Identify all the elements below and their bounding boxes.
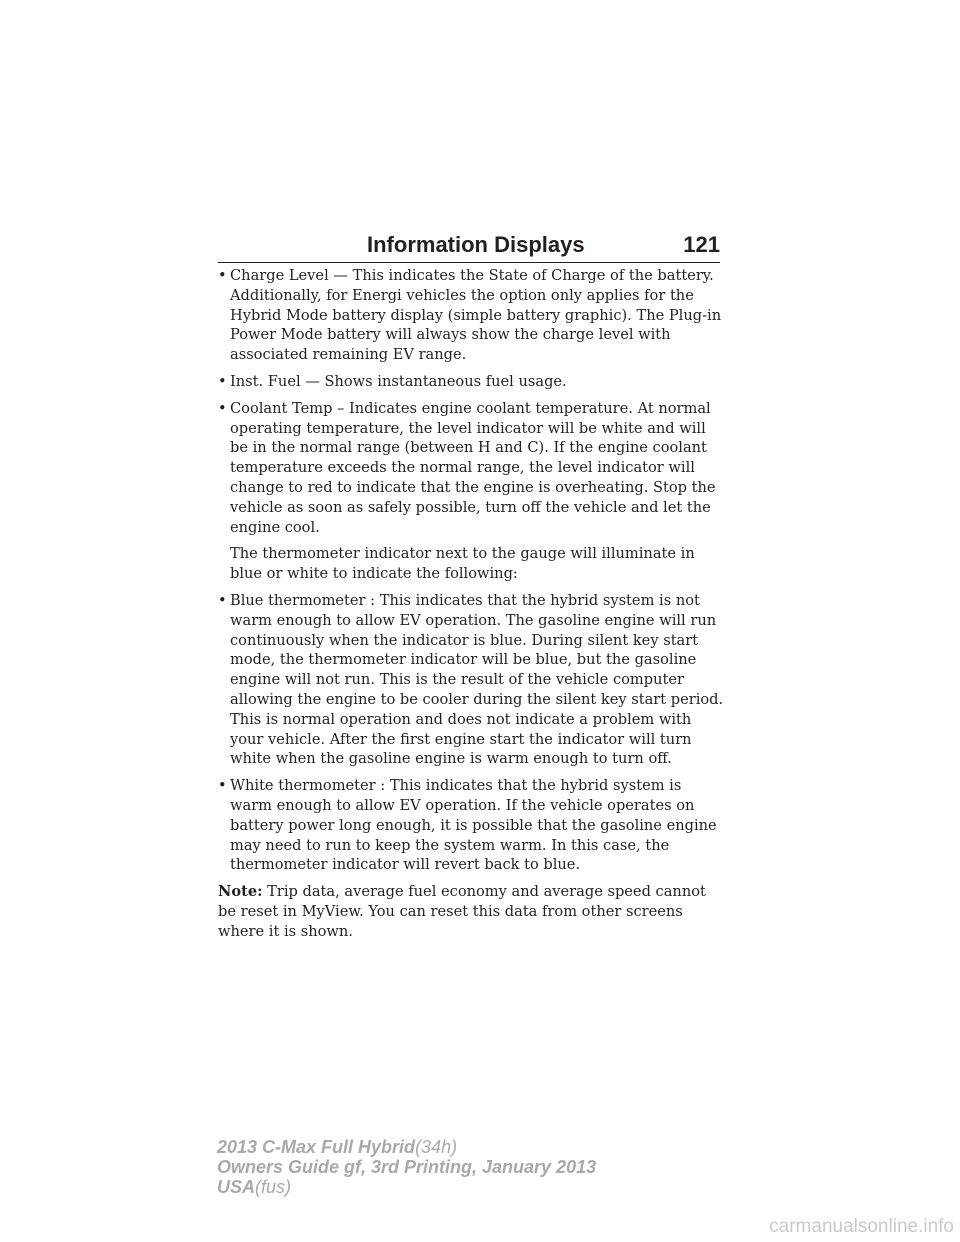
bullet-icon: • (218, 267, 227, 284)
bullet-text: Coolant Temp – Indicates engine coolant temperature. At normal operating temperature, the level indicator will be white and will be in the normal range (between H and C). If the engine coolant temperature exceeds the normal range, the level indicator will change to red to indicate that the engine is overheating. Stop the vehicle as soon as safely possible, turn off the vehicle and let the engine cool. (230, 399, 716, 536)
bullet-icon: • (218, 372, 227, 390)
footer-line-model (217, 1137, 596, 1157)
footer-model-code: (34h) (415, 1137, 458, 1157)
note-paragraph (218, 882, 724, 941)
bullet-inst-fuel (218, 372, 724, 392)
bullet-icon: • (218, 591, 227, 609)
bullet-blue-thermometer (218, 591, 724, 769)
page-footer (217, 1137, 596, 1197)
page-number: 121 (683, 232, 720, 257)
bullet-icon: • (218, 777, 227, 795)
footer-model: 2013 C-Max Full Hybrid (217, 1137, 416, 1157)
footer-line-region (217, 1177, 596, 1197)
note-text: Trip data, average fuel economy and average speed cannot be reset in MyView. You can reset this data from other screens where it is shown. (218, 883, 706, 940)
section-title: Information Displays (367, 232, 585, 257)
bullet-text: Inst. Fuel — Shows instantaneous fuel usage. (230, 372, 567, 390)
footer-region: USA (217, 1177, 256, 1197)
bullet-icon: • (218, 399, 227, 417)
bullet-text: Blue thermometer : This indicates that the hybrid system is not warm enough to allow EV operation. The gasoline engine will run continuously when the indicator is blue. During silent key start mode, the thermometer indicator will be blue, but the gasoline engine will not run. This is the result of the vehicle computer allowing the engine to be cooler during the silent key start period. This is normal operation and does not indicate a problem with your vehicle. After the first engine start the indicator will turn white when the gasoline engine is warm enough to turn off. (230, 591, 724, 768)
page-header (218, 230, 720, 262)
footer-region-code: (fus) (255, 1177, 292, 1197)
watermark-link[interactable]: carmanualsonline.info (769, 1216, 954, 1237)
bullet-text: White thermometer : This indicates that the hybrid system is warm enough to allow EV operation. If the vehicle operates on battery power long enough, it is possible that the gasoline engine may need to run to keep the system warm. In this case, the thermometer indicator will revert back to blue. (230, 777, 717, 874)
page-content (218, 266, 724, 949)
thermometer-intro-paragraph: The thermometer indicator next to the gauge will illuminate in blue or white to indicate the following: (230, 545, 695, 583)
footer-line-edition: Owners Guide gf, 3rd Printing, January 2013 (217, 1157, 597, 1177)
note-label: Note: (218, 883, 263, 901)
bullet-white-thermometer (218, 776, 724, 875)
bullet-charge-level (218, 266, 724, 365)
header-rule (218, 262, 720, 263)
bullet-coolant-temp (218, 399, 724, 538)
bullet-text: Charge Level — This indicates the State of Charge of the battery. Additionally, for Energi vehicles the option only applies for the Hybrid Mode battery display (simple battery graphic). The Plug-in Power Mode battery will always show the charge level with associated remaining EV range. (230, 267, 722, 364)
